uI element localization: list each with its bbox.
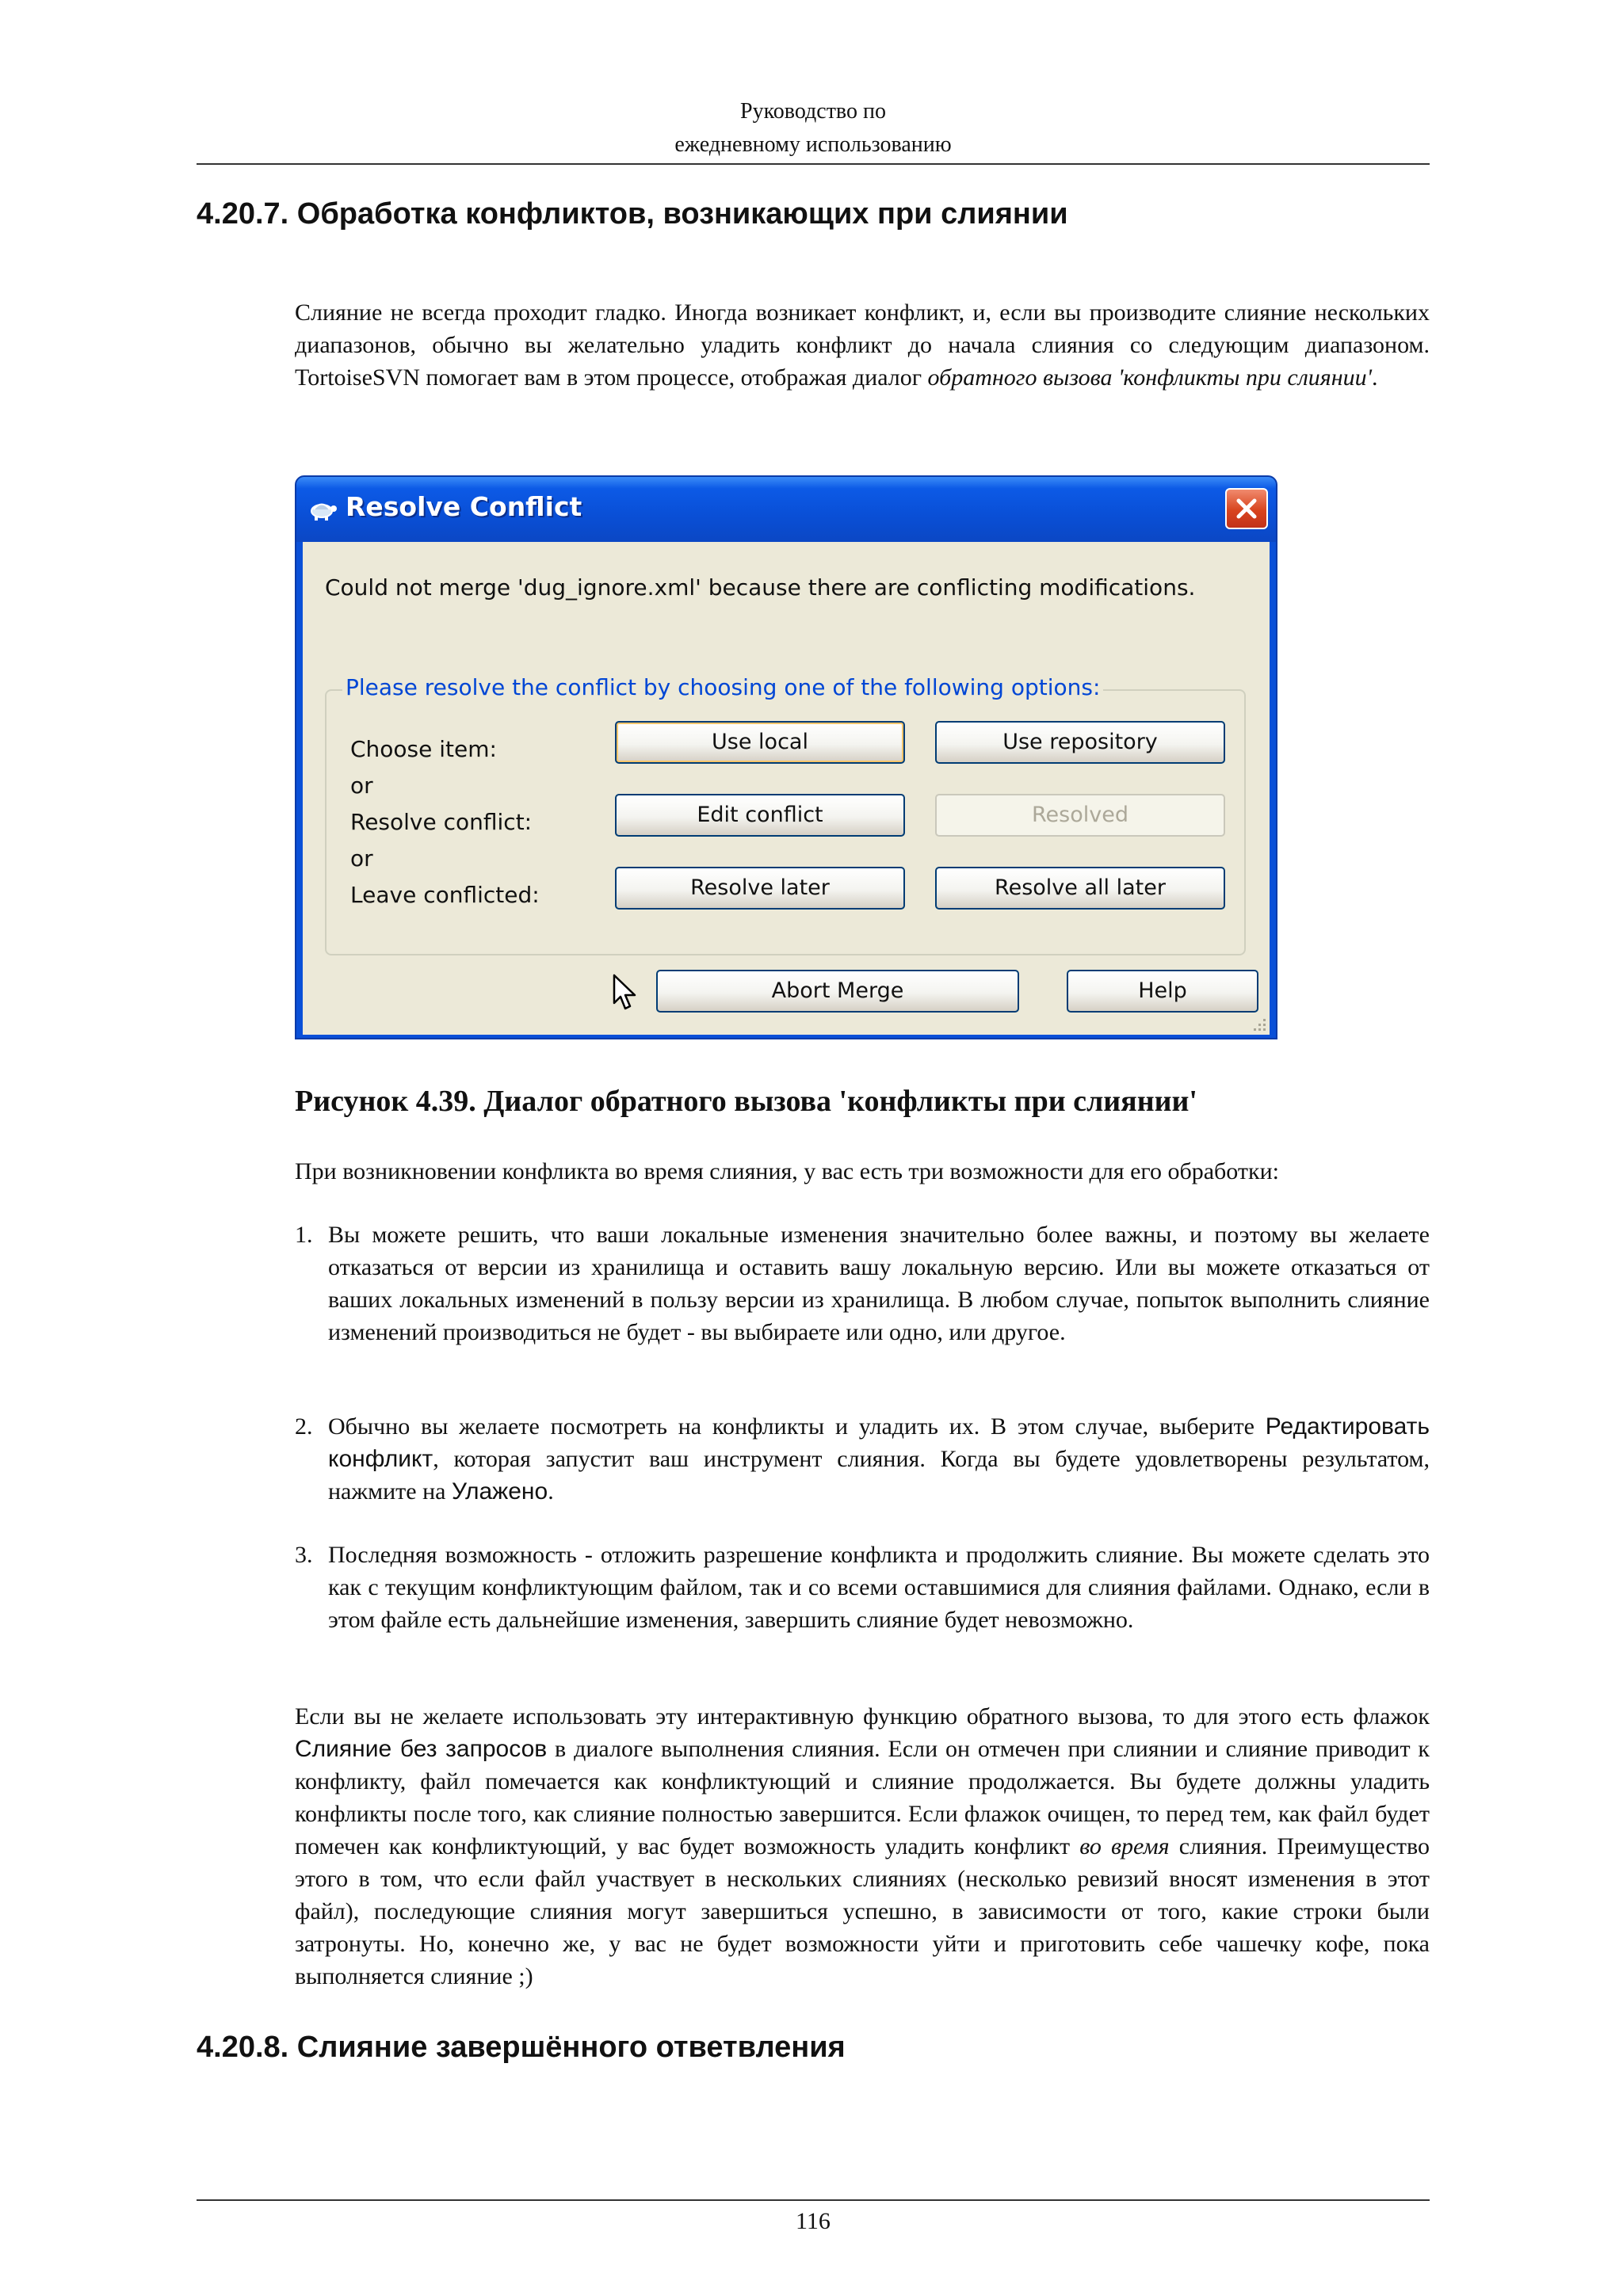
resolve-conflict-dialog: [295, 475, 1277, 1039]
leave-conflicted-label: Leave conflicted:: [350, 882, 540, 908]
intro-end: .: [1372, 364, 1378, 391]
list-number: 3.: [295, 1542, 313, 1568]
list-number: 1.: [295, 1222, 313, 1248]
resolve-later-button[interactable]: Resolve later: [615, 867, 905, 910]
dialog-titlebar[interactable]: [296, 477, 1276, 542]
dialog-title: Resolve Conflict: [346, 491, 582, 522]
header-rule: [197, 163, 1430, 165]
header-line-1: Руководство по: [740, 99, 886, 124]
list-text: [328, 1410, 1430, 1508]
resolved-button: Resolved: [935, 794, 1225, 837]
list-text: Вы можете решить, что ваши локальные изменения значительно более важны, и поэтому вы желаете отказаться от версии из хранилища и оставить вашу локальную версию. Или вы можете отказаться от ваших локальных изменений в пользу версии из хранилища. В любом случае, попыток выполнить слияние изменений производиться не будет - вы выбираете или одно, или другое.: [328, 1222, 1430, 1345]
resolve-conflict-label: Resolve conflict:: [350, 809, 533, 835]
use-repository-button[interactable]: Use repository: [935, 721, 1225, 764]
edit-conflict-button[interactable]: Edit conflict: [615, 794, 905, 837]
tortoise-icon: [307, 493, 339, 524]
or-label: or: [350, 845, 373, 871]
options-groupbox: [325, 674, 1246, 955]
gui-term-edit-conflict: Редактировать конфликт: [328, 1413, 1430, 1472]
page-number: 116: [796, 2208, 831, 2234]
help-button[interactable]: Help: [1067, 970, 1258, 1013]
resolve-all-later-button[interactable]: Resolve all later: [935, 867, 1225, 910]
use-local-button[interactable]: Use local: [615, 721, 905, 764]
list-text-part: Обычно вы желаете посмотреть на конфликты и уладить их. В этом случае, выберите: [328, 1413, 1266, 1440]
list-text: Последняя возможность - отложить разрешение конфликта и продолжить слияние. Вы можете сделать это как с текущим конфликтующим файлом, так и со всеми оставшимися для слияния файлами. Однако, если в этом файле есть дальнейшие изменения, завершить слияние будет невозможно.: [328, 1542, 1430, 1633]
dialog-client-area: [303, 542, 1270, 1035]
close-button[interactable]: [1225, 488, 1268, 529]
final-emphasis: во время: [1079, 1833, 1170, 1859]
list-number: 2.: [295, 1413, 313, 1440]
section-heading: 4.20.7. Обработка конфликтов, возникающих при слиянии: [197, 197, 1068, 231]
close-icon: [1234, 496, 1259, 521]
gui-term-resolved: Улажено: [451, 1478, 548, 1505]
final-text-b: в диалоге выполнения слияния. Если он отмечен при слиянии и слияние приводит к конфликту, файл помечается как конфликтующий и слияние продолжается. Вы будете должны уладить конфликты после того, как слияние полностью завершится. Если флажок очищен, то перед тем, как файл будет помечен как конфликтующий, у вас будет возможность уладить конфликт: [295, 1736, 1430, 1859]
list-text-part: , которая запустит ваш инструмент слияния. Когда вы будете удовлетворены результатом, нажмите на: [328, 1446, 1430, 1505]
abort-merge-button[interactable]: Abort Merge: [656, 970, 1019, 1013]
intro-paragraph: [295, 296, 1430, 394]
running-header: [197, 95, 1430, 162]
final-text-c: слияния. Преимущество этого в том, что если файл участвует в нескольких слияниях (несколько ревизий вносят изменения в этот файл), последующие слияния могут завершиться успешно, в зависимости от того, какие строки были затронуты. Но, конечно же, у вас не будет возможности уйти и приготовить себе чашечку кофе, пока выполняется слияние ;): [295, 1833, 1430, 1989]
mouse-pointer-icon: [612, 973, 639, 1016]
final-paragraph: [295, 1700, 1430, 1993]
list-text-part: .: [548, 1478, 554, 1505]
resize-grip-icon[interactable]: [1251, 1016, 1268, 1036]
choose-item-label: Choose item:: [350, 736, 497, 762]
options-group-label: Please resolve the conflict by choosing one of the following options:: [342, 672, 1103, 704]
conflict-message: Could not merge 'dug_ignore.xml' because there are conflicting modifications.: [325, 574, 1196, 601]
intro-text: Слияние не всегда проходит гладко. Иногда возникает конфликт, и, если вы производите слияние нескольких диапазонов, обычно вы желательно уладить конфликт до начала слияния со следующим диапазоном. TortoiseSVN помогает вам в этом процессе, отображая диалог: [295, 299, 1430, 391]
intro-emphasis: обратного вызова 'конфликты при слиянии': [927, 364, 1373, 391]
footer-rule: [197, 2199, 1430, 2201]
gui-term-merge-non-interactive: Слияние без запросов: [295, 1736, 548, 1762]
list-intro: При возникновении конфликта во время слияния, у вас есть три возможности для его обработки:: [295, 1158, 1279, 1184]
final-text-a: Если вы не желаете использовать эту интерактивную функцию обратного вызова, то для этого есть флажок: [295, 1703, 1430, 1730]
next-section-heading: 4.20.8. Слияние завершённого ответвления: [197, 2031, 846, 2064]
figure-caption: Рисунок 4.39. Диалог обратного вызова 'конфликты при слиянии': [295, 1085, 1197, 1118]
or-label: or: [350, 772, 373, 799]
header-line-2: ежедневному использованию: [674, 132, 952, 157]
